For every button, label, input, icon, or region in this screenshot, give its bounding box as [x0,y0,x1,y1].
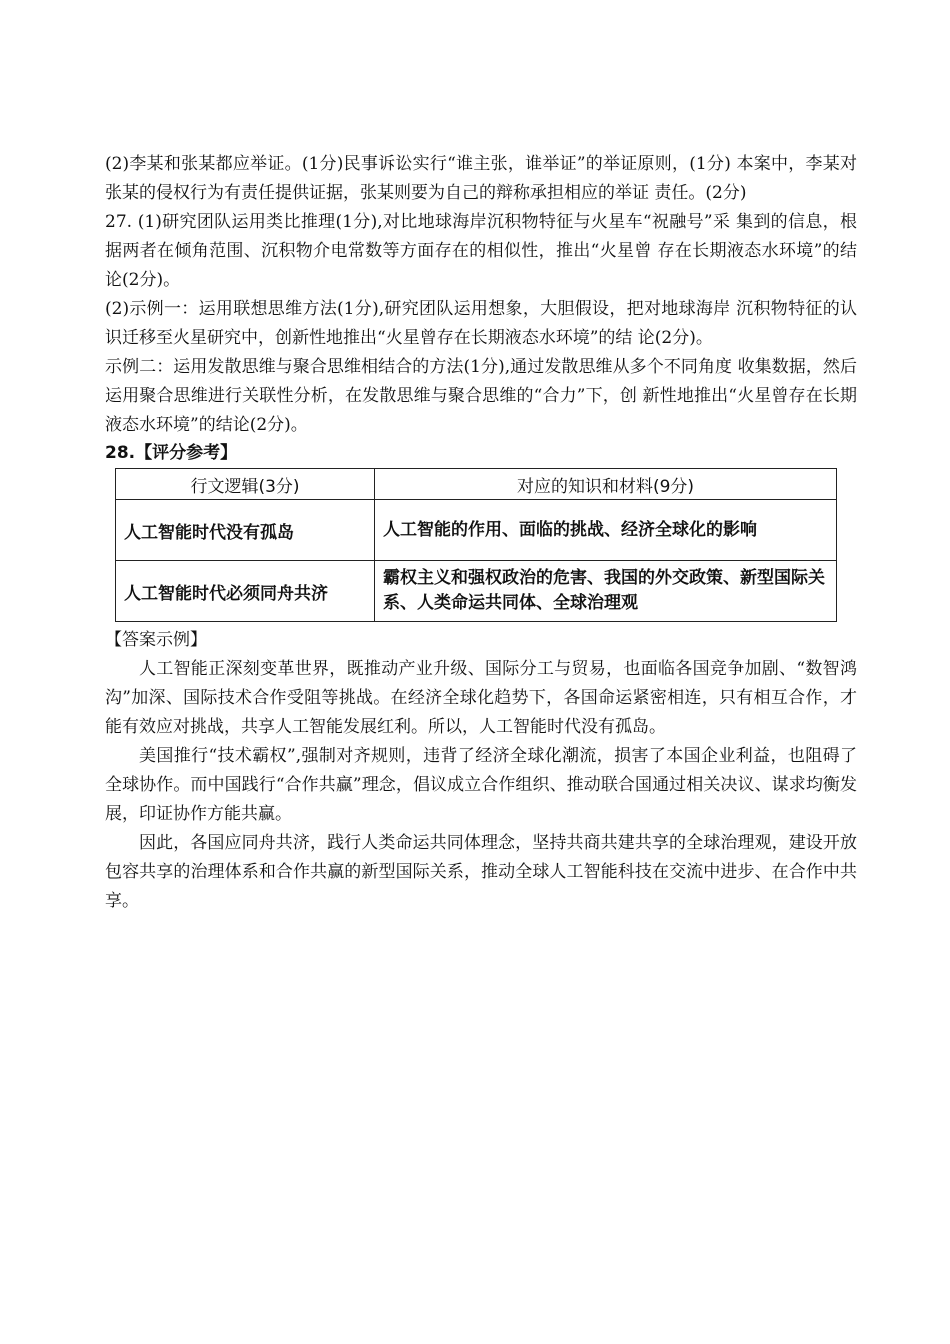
table-cell-logic: 人工智能时代必须同舟共济 [116,561,375,622]
answer-page [105,150,857,916]
q26-part2: (2)李某和张某都应举证。(1分)民事诉讼实行“谁主张，谁举证”的举证原则，(1分) 本案中，李某对张某的侵权行为有责任提供证据，张某则要为自己的辩称承担相应的举证 责任。(2分) [105,154,857,203]
essay-paragraph: 美国推行“技术霸权”,强制对齐规则，违背了经济全球化潮流，损害了本国企业利益，也阻碍了全球协作。而中国践行“合作共赢”理念，倡议成立合作组织、推动联合国通过相关决议、谋求均衡发展，印证协作方能共赢。 [105,746,857,824]
table-cell-logic: 人工智能时代没有孤岛 [116,500,375,561]
essay-paragraph: 因此，各国应同舟共济，践行人类命运共同体理念，坚持共商共建共享的全球治理观，建设开放包容共享的治理体系和合作共赢的新型国际关系，推动全球人工智能科技在交流中进步、在合作中共享。 [105,833,857,911]
q28-heading: 28.【评分参考】 [105,443,238,463]
scoring-table [115,468,837,622]
table-cell-knowledge: 霸权主义和强权政治的危害、我国的外交政策、新型国际关系、人类命运共同体、全球治理观 [375,561,837,622]
q27-part1: 27. (1)研究团队运用类比推理(1分),对比地球海岸沉积物特征与火星车“祝融号”采 集到的信息，根据两者在倾角范围、沉积物介电常数等方面存在的相似性，推出“火星曾 存在长期液态水环境”的结论(2分)。 [105,212,857,290]
essay-paragraph: 人工智能正深刻变革世界，既推动产业升级、国际分工与贸易，也面临各国竞争加剧、“数智鸿沟”加深、国际技术合作受阻等挑战。在经济全球化趋势下，各国命运紧密相连，只有相互合作，才能有效应对挑战，共享人工智能发展红利。所以，人工智能时代没有孤岛。 [105,659,857,737]
table-row [116,500,837,561]
table-header-row [116,469,837,500]
table-header-logic: 行文逻辑(3分) [116,469,375,500]
q27-part2: (2)示例一：运用联想思维方法(1分),研究团队运用想象，大胆假设，把对地球海岸 沉积物特征的认识迁移至火星研究中，创新性地推出“火星曾存在长期液态水环境”的结 论(2分)。 [105,299,857,348]
answer-example-label: 【答案示例】 [105,630,207,650]
table-row [116,561,837,622]
table-cell-knowledge: 人工智能的作用、面临的挑战、经济全球化的影响 [375,500,837,561]
table-header-knowledge: 对应的知识和材料(9分) [375,469,837,500]
q27-example2: 示例二：运用发散思维与聚合思维相结合的方法(1分),通过发散思维从多个不同角度 收集数据，然后运用聚合思维进行关联性分析，在发散思维与聚合思维的“合力”下，创 新性地推出“火星曾存在长期液态水环境”的结论(2分)。 [105,357,857,435]
